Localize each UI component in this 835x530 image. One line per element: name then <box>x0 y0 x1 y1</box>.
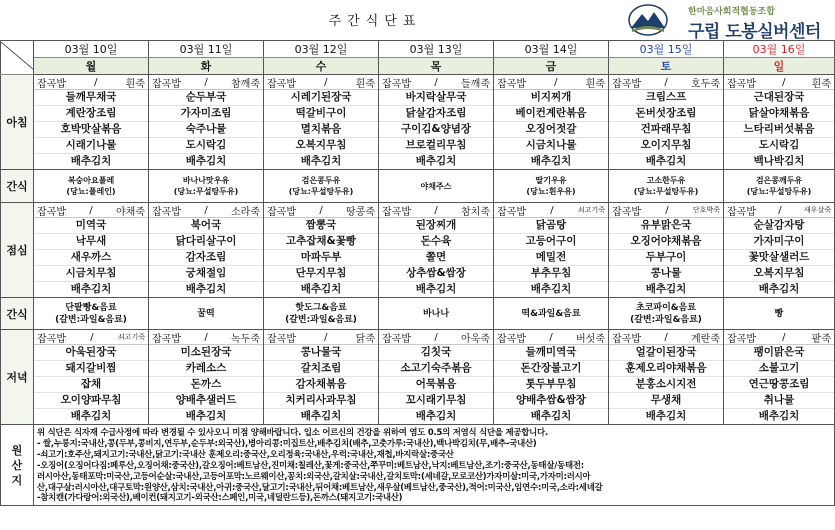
dish-item: 연근땅콩조림 <box>724 377 834 393</box>
porridge-label: 새우살죽 <box>803 206 831 214</box>
porridge-label: 야채죽 <box>116 206 145 218</box>
dish-item: 양배추샐러드 <box>149 393 263 409</box>
dish-item: 마파두부 <box>264 250 378 266</box>
snack-note: (갈변:과일&음료) <box>285 314 357 325</box>
snack-note: (당뇨:무설탕두유) <box>288 187 354 196</box>
snack-note: (당뇨:무설탕두유) <box>746 187 812 196</box>
dish-item: 백나박김치 <box>753 155 805 167</box>
breakfast-label: 아침 <box>1 75 34 170</box>
dish-item: 돈간장불고기 <box>494 361 608 377</box>
porridge-label: 버섯죽 <box>576 333 605 345</box>
mountain-logo-icon <box>628 4 668 36</box>
dish-item: 시래기나물 <box>34 138 148 154</box>
dish-item: 시금치무침 <box>34 266 148 282</box>
snack2-cell <box>494 298 609 330</box>
snack1-cell <box>609 170 724 203</box>
dish-item: 김칫국 <box>379 345 493 361</box>
weekday-cell-saturday: 토 <box>609 58 724 75</box>
dinner-cell <box>264 330 379 425</box>
dish-item: 어묵볶음 <box>379 377 493 393</box>
rice-soup-line <box>264 203 378 218</box>
dish-item: 꼬시래기무침 <box>379 393 493 409</box>
dish-item: 오징어야채볶음 <box>609 234 723 250</box>
dish-item: 감자채볶음 <box>264 377 378 393</box>
weekday-cell: 목 <box>379 58 494 75</box>
dish-item: 콩나물국 <box>264 345 378 361</box>
rice-label: 잡곡밥 <box>267 333 296 345</box>
weekday-row <box>1 58 835 75</box>
lunch-cell <box>724 203 835 298</box>
rice-soup-line <box>34 75 148 90</box>
rice-label: 잡곡밥 <box>37 206 66 218</box>
origin-label-text: 원산지 <box>11 443 23 487</box>
dish-item: 오이지무침 <box>609 138 723 154</box>
breakfast-row <box>1 75 835 170</box>
dish-item: 들깨미역국 <box>494 345 608 361</box>
porridge-label: 흰죽 <box>811 78 831 90</box>
dish-item: 떡갈비구이 <box>264 106 378 122</box>
snack1-row <box>1 170 835 203</box>
dish-item: 아욱된장국 <box>34 345 148 361</box>
dish-item: 짬뽕국 <box>264 218 378 234</box>
dish-item: 바지락살무국 <box>379 90 493 106</box>
dish-item: 배추김치 <box>645 155 687 167</box>
lunch-cell <box>149 203 264 298</box>
dish-item: 두부구이 <box>609 250 723 266</box>
snack-name: 딸기우유 <box>535 176 567 185</box>
snack-note: (갈변:과일&음료) <box>630 314 702 325</box>
dish-item: 순두부국 <box>149 90 263 106</box>
separator: / <box>778 204 782 216</box>
rice-label: 잡곡밥 <box>727 333 756 345</box>
rice-label: 잡곡밥 <box>152 78 181 90</box>
snack-note: (당뇨:플레인) <box>66 187 116 196</box>
dish-item: 도시락김 <box>724 138 834 154</box>
snack1-label: 간식 <box>1 170 34 203</box>
date-cell-sunday: 03월 16일 <box>724 41 835 58</box>
rice-soup-line <box>34 203 148 218</box>
snack-note: (당뇨:무설탕두유) <box>633 187 699 196</box>
dish-item: 시금치나물 <box>494 138 608 154</box>
weekly-menu-table <box>0 40 835 506</box>
dish-item: 치커리사과무침 <box>264 393 378 409</box>
dish-item: 돈버섯장조림 <box>609 106 723 122</box>
breakfast-cell <box>149 75 264 170</box>
snack2-cell <box>264 298 379 330</box>
snack1-cell <box>34 170 149 203</box>
dish-item: 양배추쌈&쌈장 <box>494 393 608 409</box>
dish-item: 소불고기 <box>724 361 834 377</box>
dish-item: 감자조림 <box>149 250 263 266</box>
separator: / <box>94 76 98 88</box>
snack2-cell <box>609 298 724 330</box>
porridge-label: 흰죽 <box>585 78 605 90</box>
dinner-cell <box>34 330 149 425</box>
rice-soup-line <box>379 75 493 90</box>
dinner-cell <box>724 330 835 425</box>
rice-soup-line <box>609 75 723 90</box>
header <box>0 0 835 40</box>
dish-item: 팽이맑은국 <box>724 345 834 361</box>
weekday-cell: 월 <box>34 58 149 75</box>
lunch-label: 점심 <box>1 203 34 298</box>
snack-name: 바나나 <box>422 308 450 319</box>
separator: / <box>664 331 668 343</box>
porridge-label: 참치죽 <box>461 206 490 218</box>
dish-item: 북어국 <box>149 218 263 234</box>
rice-label: 잡곡밥 <box>37 78 66 90</box>
dish-item: 배추김치 <box>530 283 572 295</box>
dish-item: 배추김치 <box>185 283 227 295</box>
rice-soup-line <box>724 75 834 90</box>
dish-item: 카레소스 <box>149 361 263 377</box>
snack-name: 검은콩두유 <box>301 176 341 185</box>
dinner-cell <box>609 330 724 425</box>
dish-item: 무생채 <box>609 393 723 409</box>
separator: / <box>324 76 328 88</box>
porridge-label: 땅콩죽 <box>346 206 375 218</box>
rice-soup-line <box>149 330 263 345</box>
origin-label <box>1 425 34 506</box>
dish-item: 새우까스 <box>34 250 148 266</box>
dish-item: 돈까스 <box>149 377 263 393</box>
dinner-row <box>1 330 835 425</box>
separator: / <box>89 204 93 216</box>
diagonal-divider-icon <box>1 42 34 70</box>
breakfast-cell <box>609 75 724 170</box>
org-logo <box>628 2 833 42</box>
rice-label: 잡곡밥 <box>497 78 526 90</box>
weekday-cell: 수 <box>264 58 379 75</box>
dish-item: 배추김치 <box>415 283 457 295</box>
rice-soup-line <box>724 203 834 218</box>
snack2-label: 간식 <box>1 298 34 330</box>
rice-soup-line <box>494 330 608 345</box>
rice-soup-line <box>724 330 834 345</box>
rice-label: 잡곡밥 <box>152 333 181 345</box>
origin-line: - 쌀,누룽지:국내산,콩(두부,콩비지,연두부,순두부:외국산),병아리콩:미집트산,배추김치(배추,고춧가루:국내산),백나박김치(무,배추-국내산) <box>37 437 537 448</box>
dish-item: 순살감자탕 <box>724 218 834 234</box>
snack-name: 핫도그&음료 <box>295 302 347 313</box>
dish-item: 배추김치 <box>758 410 800 422</box>
dish-item: 미역국 <box>34 218 148 234</box>
snack-name: 바나나맛우유 <box>182 176 230 185</box>
separator: / <box>550 204 554 216</box>
separator: / <box>549 331 553 343</box>
snack-name: 떡&과일&음료 <box>521 308 581 319</box>
dish-item: 꽃맛살샐러드 <box>724 250 834 266</box>
dish-item: 가자미조림 <box>149 106 263 122</box>
separator: / <box>434 331 438 343</box>
date-cell: 03월 14일 <box>494 41 609 58</box>
rice-label: 잡곡밥 <box>497 333 526 345</box>
separator: / <box>204 76 208 88</box>
rice-label: 잡곡밥 <box>267 78 296 90</box>
dish-item: 된장찌개 <box>379 218 493 234</box>
snack-note: (갈변:과일&음료) <box>55 314 127 325</box>
dish-item: 닭다리살구이 <box>149 234 263 250</box>
dish-item: 부추무침 <box>494 266 608 282</box>
separator: / <box>204 331 208 343</box>
separator: / <box>664 76 668 88</box>
porridge-label: 흰죽 <box>125 78 145 90</box>
dish-item: 닭살야채볶음 <box>724 106 834 122</box>
dish-item: 고등어구이 <box>494 234 608 250</box>
dish-item: 배추김치 <box>300 155 342 167</box>
snack1-cell <box>494 170 609 203</box>
dish-item: 배추김치 <box>70 283 112 295</box>
dish-item: 숙주나물 <box>149 122 263 138</box>
origin-notes <box>34 425 835 506</box>
separator: / <box>90 331 94 343</box>
dish-item: 배추김치 <box>70 410 112 422</box>
dish-item: 돼지갈비찜 <box>34 361 148 377</box>
weekday-cell: 금 <box>494 58 609 75</box>
rice-soup-line <box>34 330 148 345</box>
breakfast-cell <box>379 75 494 170</box>
rice-soup-line <box>264 75 378 90</box>
porridge-label: 참깨죽 <box>231 78 260 90</box>
breakfast-cell <box>494 75 609 170</box>
dinner-cell <box>149 330 264 425</box>
rice-label: 잡곡밥 <box>612 333 641 345</box>
weekday-cell-sunday: 일 <box>724 58 835 75</box>
date-cell-saturday: 03월 15일 <box>609 41 724 58</box>
table-corner <box>1 41 34 75</box>
snack-name: 검은콩깨두유 <box>755 176 803 185</box>
separator: / <box>782 76 786 88</box>
rice-soup-line <box>149 203 263 218</box>
lunch-cell <box>264 203 379 298</box>
lunch-cell <box>494 203 609 298</box>
dish-item: 느타리버섯볶음 <box>724 122 834 138</box>
date-cell: 03월 12일 <box>264 41 379 58</box>
snack-name: 복숭아요플레 <box>67 176 115 185</box>
dish-item: 얼갈이된장국 <box>609 345 723 361</box>
rice-label: 잡곡밥 <box>382 78 411 90</box>
porridge-label: 소라죽 <box>231 206 260 218</box>
snack2-cell <box>379 298 494 330</box>
rice-label: 잡곡밥 <box>612 78 641 90</box>
dish-item: 배추김치 <box>758 283 800 295</box>
origin-line: 산,대구살:러시아산,대구토막:원양산,삼치:국내산,아귀:중국산,달고기:국내산,뒤어채:베트남산,새우살(베트남산,중국산),적어:미국산,임연수:미국,소라:세네갈 <box>37 481 603 492</box>
rice-label: 잡곡밥 <box>497 206 526 218</box>
rice-label: 잡곡밥 <box>382 206 411 218</box>
origin-line: 러시아산,동태포막:미국산,고등어순살:국내산,고등어포막:노르웨이산,꽁치:외국산,갈치살:국내산,갈치토막:(세네갈,모로코산)가자미살:미국,가자미:러시아 <box>37 470 591 481</box>
rice-label: 잡곡밥 <box>37 333 66 345</box>
rice-soup-line <box>379 330 493 345</box>
date-cell: 03월 13일 <box>379 41 494 58</box>
dish-item: 취나물 <box>724 393 834 409</box>
dish-item: 닭살감자조림 <box>379 106 493 122</box>
origin-line: -쇠고기:호주산,돼지고기:국내산,닭고기:국내산 훈제오리:중국산,오리정육:국내산,우럭:국내산,재첩,바지락살:중국산 <box>37 448 454 459</box>
date-cell: 03월 11일 <box>149 41 264 58</box>
snack-name: 초코파이&음료 <box>635 302 696 313</box>
dish-item: 배추김치 <box>185 410 227 422</box>
dish-item: 배추김치 <box>300 283 342 295</box>
origin-line: -오징어(오징어다짐:페루산,오징어채:중국산),갈오징어:베트남산,진미채:칠레산,꽃게:중국산,쭈꾸미:베트남산,낙지:베트남산,조기:중국산,동태살/동태전: <box>37 459 584 470</box>
dish-item: 콩나물 <box>609 266 723 282</box>
separator: / <box>782 331 786 343</box>
rice-label: 잡곡밥 <box>612 206 641 218</box>
dish-item: 배추김치 <box>300 410 342 422</box>
page-title: 주간식단표 <box>328 14 422 29</box>
dish-item: 톳두부무침 <box>494 377 608 393</box>
porridge-label: 호두죽 <box>691 78 720 90</box>
dish-item: 오복지무침 <box>264 138 378 154</box>
snack1-cell <box>379 170 494 203</box>
dish-item: 베이컨계란볶음 <box>494 106 608 122</box>
dish-item: 배추김치 <box>645 410 687 422</box>
weekday-cell: 화 <box>149 58 264 75</box>
dish-item: 쫄면 <box>379 250 493 266</box>
rice-soup-line <box>264 330 378 345</box>
lunch-cell <box>379 203 494 298</box>
snack2-cell <box>34 298 149 330</box>
dish-item: 유부맑은국 <box>609 218 723 234</box>
porridge-label: 쇠고기죽 <box>577 206 605 214</box>
dish-item: 근대된장국 <box>724 90 834 106</box>
dish-item: 분홍소시지전 <box>609 377 723 393</box>
dish-item: 오복지무침 <box>724 266 834 282</box>
dish-item: 고추잡채&꽃빵 <box>264 234 378 250</box>
origin-line: -참치캔(가다랑어:외국산),베이컨(돼지고기-외국산:스페인,미국,네덜란드등),돈까스(돼지고기:국내산) <box>37 492 403 503</box>
breakfast-cell <box>34 75 149 170</box>
breakfast-cell <box>264 75 379 170</box>
dish-item: 메밀전 <box>494 250 608 266</box>
snack2-cell <box>724 298 835 330</box>
dish-item: 오이양파무침 <box>34 393 148 409</box>
porridge-label: 흰죽 <box>355 78 375 90</box>
lunch-cell <box>609 203 724 298</box>
rice-label: 잡곡밥 <box>382 333 411 345</box>
porridge-label: 아욱죽 <box>461 333 490 345</box>
dish-item: 들깨무채국 <box>34 90 148 106</box>
snack2-cell <box>149 298 264 330</box>
date-row <box>1 41 835 58</box>
dish-item: 궁채절임 <box>149 266 263 282</box>
dish-item: 닭곰탕 <box>494 218 608 234</box>
snack-note: (당뇨:무설탕두유) <box>173 187 239 196</box>
snack-name: 야채주스 <box>420 181 452 191</box>
separator: / <box>554 76 558 88</box>
dish-item: 오징어젓갈 <box>494 122 608 138</box>
porridge-label: 닭죽 <box>355 333 375 345</box>
logo-org-line: 한마음사회적협동조합 <box>688 7 775 17</box>
rice-soup-line <box>494 75 608 90</box>
dish-item: 낙무새 <box>34 234 148 250</box>
dish-item: 계란장조림 <box>34 106 148 122</box>
dish-item: 가자미구이 <box>724 234 834 250</box>
dish-item: 시레기된장국 <box>264 90 378 106</box>
snack-name: 꿀떡 <box>197 308 215 319</box>
dish-item: 돈수육 <box>379 234 493 250</box>
dish-item: 크림스프 <box>609 90 723 106</box>
dish-item: 멸치볶음 <box>264 122 378 138</box>
snack-note: (당뇨:흰우유) <box>526 187 576 196</box>
rice-soup-line <box>494 203 608 218</box>
dish-item: 건파래무침 <box>609 122 723 138</box>
dish-item: 잡채 <box>34 377 148 393</box>
dish-item: 호박맛살볶음 <box>34 122 148 138</box>
dish-item: 도시락김 <box>149 138 263 154</box>
rice-soup-line <box>379 203 493 218</box>
logo-name: 구립 도봉실버센터 <box>688 22 821 42</box>
rice-soup-line <box>609 330 723 345</box>
date-cell: 03월 10일 <box>34 41 149 58</box>
dish-item: 상추쌈&쌈장 <box>379 266 493 282</box>
dish-item: 구이김&양념장 <box>379 122 493 138</box>
dish-item: 배추김치 <box>70 155 112 167</box>
dinner-cell <box>379 330 494 425</box>
rice-soup-line <box>609 203 723 218</box>
dish-item: 갈치조림 <box>264 361 378 377</box>
dish-item: 비지찌개 <box>494 90 608 106</box>
porridge-label: 팥죽 <box>811 333 831 345</box>
dinner-cell <box>494 330 609 425</box>
rice-label: 잡곡밥 <box>727 78 756 90</box>
snack1-cell <box>149 170 264 203</box>
snack-name: 고소한두유 <box>646 176 686 185</box>
lunch-cell <box>34 203 149 298</box>
snack-name: 빵 <box>774 308 784 319</box>
separator: / <box>204 204 208 216</box>
rice-label: 잡곡밥 <box>152 206 181 218</box>
snack2-row <box>1 298 835 330</box>
dish-item: 브로컬리무침 <box>379 138 493 154</box>
separator: / <box>324 331 328 343</box>
porridge-label: 녹두죽 <box>231 333 260 345</box>
dish-item: 배추김치 <box>185 155 227 167</box>
separator: / <box>665 204 669 216</box>
dish-item: 미소된장국 <box>149 345 263 361</box>
rice-label: 잡곡밥 <box>267 206 296 218</box>
separator: / <box>434 204 438 216</box>
snack1-cell <box>264 170 379 203</box>
dish-item: 배추김치 <box>415 155 457 167</box>
dinner-label: 저녁 <box>1 330 34 425</box>
dish-item: 배추김치 <box>530 155 572 167</box>
dish-item: 배추김치 <box>645 283 687 295</box>
porridge-label: 단호박죽 <box>692 206 720 214</box>
origin-line: 위 식단은 식자재 수급사정에 따라 변경될 수 있사오니 미점 양해바랍니다. 입소 어르신의 건강을 위하여 염도 0.5의 저염식 식단을 제공합니다. <box>37 427 548 437</box>
porridge-label: 계란죽 <box>691 333 720 345</box>
separator: / <box>434 76 438 88</box>
lunch-row <box>1 203 835 298</box>
separator: / <box>319 204 323 216</box>
dish-item: 훈제오리야채볶음 <box>609 361 723 377</box>
dish-item: 단무지무침 <box>264 266 378 282</box>
porridge-label: 들깨죽 <box>461 78 490 90</box>
porridge-label: 쇠고기죽 <box>117 333 145 341</box>
origin-row <box>1 425 835 506</box>
dish-item: 배추김치 <box>415 410 457 422</box>
breakfast-cell <box>724 75 835 170</box>
snack1-cell <box>724 170 835 203</box>
dish-item: 배추김치 <box>530 410 572 422</box>
snack-name: 단팥빵&음료 <box>65 302 117 313</box>
rice-soup-line <box>149 75 263 90</box>
dish-item: 소고기숙주볶음 <box>379 361 493 377</box>
rice-label: 잡곡밥 <box>727 206 756 218</box>
